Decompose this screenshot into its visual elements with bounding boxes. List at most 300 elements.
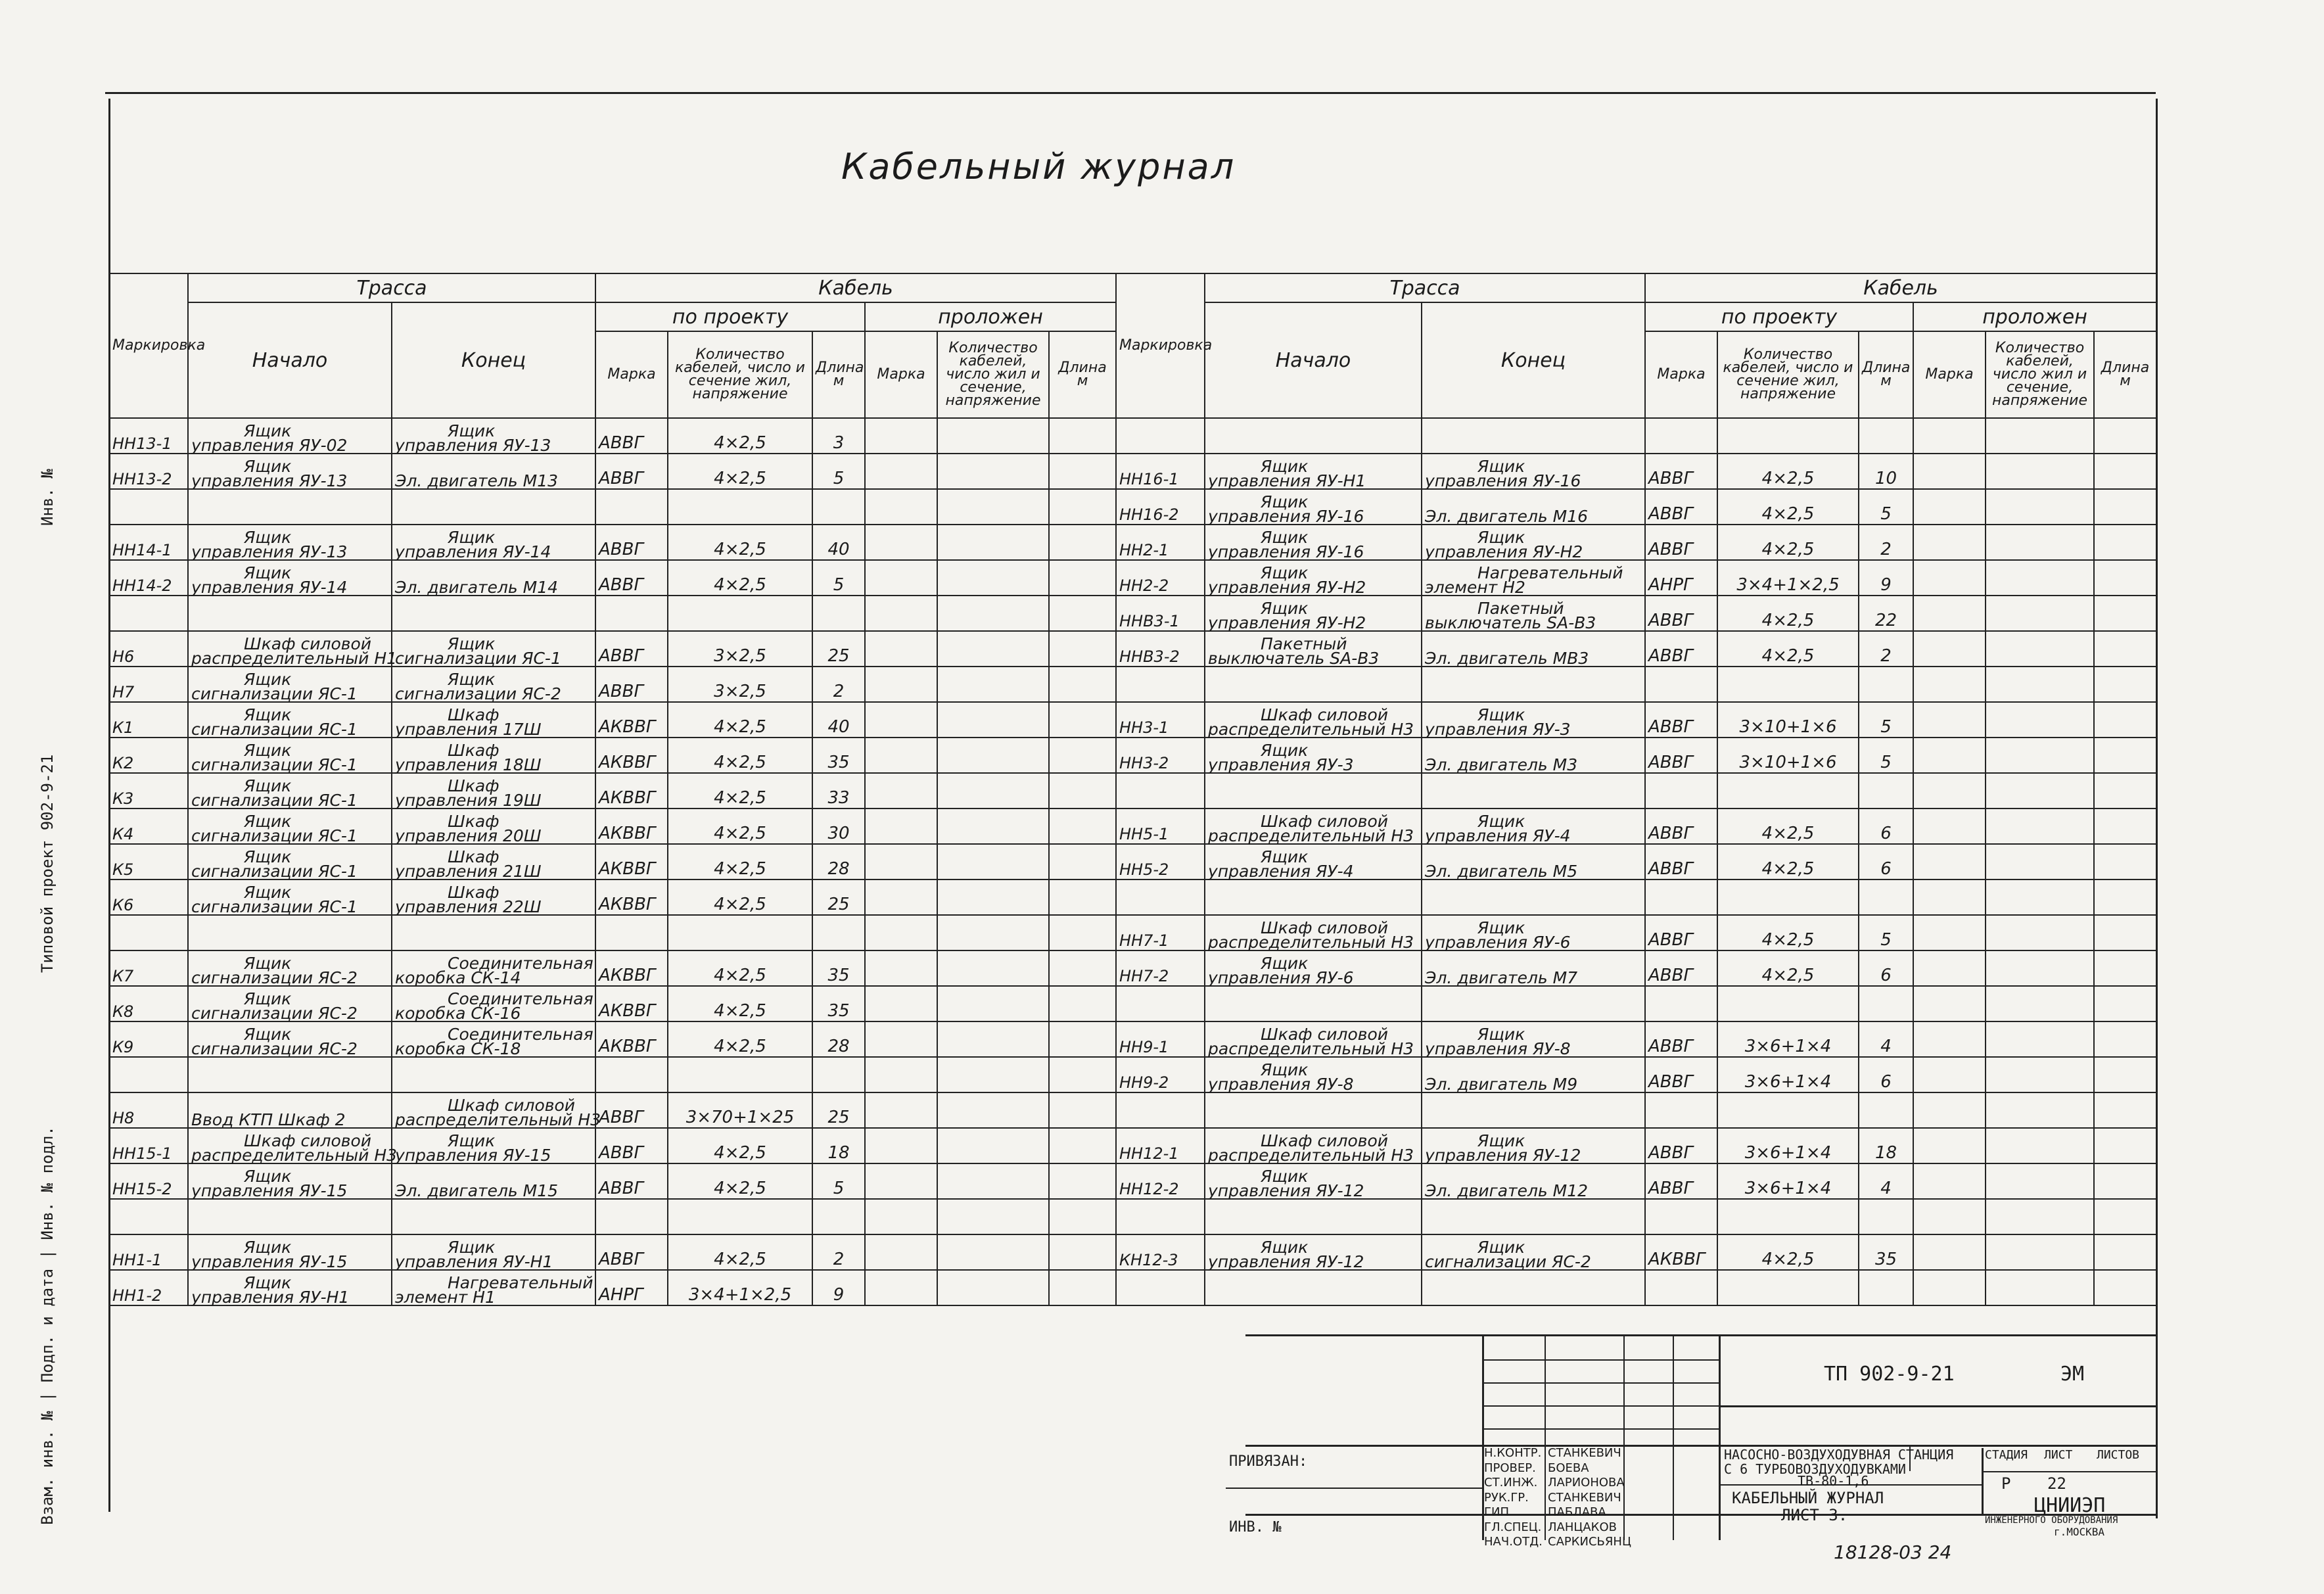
cell-markirovka: К5 [109, 844, 188, 879]
cell-markirovka: НН12-2 [1116, 1163, 1205, 1199]
cell-marka-prol [1913, 1128, 1986, 1163]
cell-konec [1422, 738, 1645, 773]
cell-markirovka: НН14-1 [109, 525, 188, 560]
col-marka-prol: Марка [1913, 331, 1986, 418]
cell-nachalo [1205, 1270, 1422, 1305]
cell-konec-top: Шкаф [448, 705, 500, 724]
stamp-title-line3: ТВ-80-1,6 [1798, 1473, 1869, 1489]
cell-dlina-prol [1049, 631, 1116, 667]
cell-konec-bot: управления ЯУ-Н2 [1425, 542, 1583, 561]
cell-markirovka: НН9-1 [1116, 1021, 1205, 1057]
cell-konec [392, 1270, 595, 1305]
cell-marka-prol [1913, 844, 1986, 879]
cell-kol-sech-prol [1986, 915, 2094, 950]
cell-marka: АВВГ [1645, 702, 1717, 738]
cell-konec-top: Соединительная [448, 1025, 593, 1044]
cell-nachalo-bot: управления ЯУ-15 [191, 1252, 348, 1271]
cell-marka [595, 915, 668, 950]
cell-dlina-prol [1049, 525, 1116, 560]
cell-marka [595, 596, 668, 631]
cell-dlina: 30 [812, 809, 865, 844]
cell-konec-top: Соединительная [448, 989, 593, 1008]
cell-kol-sech-prol [1986, 596, 2094, 631]
cell-konec-top: Ящик [448, 1238, 496, 1257]
cell-marka-prol [865, 667, 937, 702]
table-row [109, 809, 1116, 844]
cell-nachalo-bot: управления ЯУ-8 [1208, 1075, 1354, 1094]
table-row [109, 773, 1116, 809]
cell-nachalo-bot: сигнализации ЯС-1 [191, 826, 358, 845]
cell-kol-sech [1717, 986, 1859, 1021]
table-row [109, 879, 1116, 915]
cell-nachalo [1205, 1092, 1422, 1128]
cell-markirovka: НН2-2 [1116, 560, 1205, 596]
cell-konec [392, 525, 595, 560]
cell-marka: АКВВГ [595, 986, 668, 1021]
cell-marka-prol [1913, 1234, 1986, 1270]
cell-konec-bot: управления 22Ш [395, 897, 542, 916]
cell-marka-prol [865, 702, 937, 738]
cell-dlina: 2 [1859, 631, 1913, 667]
cell-nachalo [188, 986, 392, 1021]
cell-kol-sech-prol [937, 525, 1049, 560]
cell-marka-prol [1913, 950, 1986, 986]
col-kol-sech-prol: Количество кабелей, число жил и сечение, напряжение [1986, 331, 2094, 418]
cell-dlina-prol [1049, 1092, 1116, 1128]
cell-konec-bot: выключатель SA-В3 [1425, 613, 1596, 632]
cell-nachalo [188, 1270, 392, 1305]
cell-dlina: 5 [812, 454, 865, 489]
cell-konec-top: Пакетный [1477, 599, 1564, 618]
cell-nachalo [1205, 1021, 1422, 1057]
cell-marka [1645, 418, 1717, 454]
cell-kol-sech: 4×2,5 [1717, 596, 1859, 631]
cell-nachalo [188, 418, 392, 454]
cell-kol-sech-prol [937, 950, 1049, 986]
cell-markirovka [1116, 1270, 1205, 1305]
cell-kol-sech: 4×2,5 [1717, 809, 1859, 844]
cell-marka-prol [1913, 702, 1986, 738]
cell-markirovka: НН2-1 [1116, 525, 1205, 560]
cell-konec-bot: сигнализации ЯС-2 [1425, 1252, 1591, 1271]
cell-marka-prol [1913, 1057, 1986, 1092]
cell-marka-prol [1913, 1092, 1986, 1128]
cell-konec-bot: управления 20Ш [395, 826, 542, 845]
stamp-org-line2: ИНЖЕНЕРНОГО ОБОРУДОВАНИЯ [1985, 1515, 2118, 1526]
header-prolozhen: проложен [1913, 302, 2156, 331]
cell-dlina: 25 [812, 631, 865, 667]
cell-nachalo-bot: управления ЯУ-12 [1208, 1181, 1364, 1200]
cell-kol-sech-prol [1986, 1270, 2094, 1305]
cell-marka-prol [1913, 1021, 1986, 1057]
cell-markirovka: НН3-1 [1116, 702, 1205, 738]
cell-kol-sech-prol [937, 844, 1049, 879]
cell-nachalo-top: Шкаф силовой [1261, 918, 1389, 937]
cell-nachalo-top: Шкаф силовой [1261, 705, 1389, 724]
cell-konec [1422, 1234, 1645, 1270]
cell-dlina-prol [2094, 844, 2156, 879]
cell-markirovka: К8 [109, 986, 188, 1021]
cell-dlina-prol [1049, 667, 1116, 702]
cell-markirovka: НН5-2 [1116, 844, 1205, 879]
cell-dlina: 5 [812, 1163, 865, 1199]
cell-nachalo [1205, 773, 1422, 809]
cell-marka: АНРГ [1645, 560, 1717, 596]
table-row [109, 702, 1116, 738]
cell-marka: АКВВГ [595, 950, 668, 986]
cell-konec [1422, 1270, 1645, 1305]
cell-dlina: 28 [812, 1021, 865, 1057]
cell-nachalo [1205, 986, 1422, 1021]
cell-konec-bot: элемент Н2 [1425, 578, 1525, 597]
cell-konec-bot: Эл. двигатель М3 [1425, 755, 1578, 774]
table-row [1116, 738, 2156, 773]
cell-kol-sech-prol [1986, 489, 2094, 525]
cell-nachalo [188, 1199, 392, 1234]
cell-kol-sech: 4×2,5 [668, 560, 812, 596]
cell-konec-top: Нагревательный [1477, 563, 1623, 582]
cell-marka: АВВГ [595, 631, 668, 667]
cell-nachalo [1205, 560, 1422, 596]
cell-marka [1645, 1270, 1717, 1305]
cell-konec [392, 809, 595, 844]
cell-nachalo-bot: управления ЯУ-13 [191, 471, 348, 490]
cell-kol-sech: 3×2,5 [668, 667, 812, 702]
cell-marka: АКВВГ [595, 738, 668, 773]
cell-nachalo-top: Пакетный [1261, 634, 1347, 653]
cable-journal-table-left [108, 273, 1117, 1306]
cell-markirovka [109, 1199, 188, 1234]
cell-dlina: 2 [1859, 525, 1913, 560]
cell-konec-bot: коробка СК-18 [395, 1039, 521, 1058]
cell-dlina-prol [2094, 809, 2156, 844]
cell-marka [595, 1199, 668, 1234]
cell-dlina-prol [2094, 454, 2156, 489]
cell-dlina [1859, 1092, 1913, 1128]
stamp-title-line2: С 6 ТУРБОВОЗДУХОДУВКАМИ [1724, 1461, 1906, 1477]
cell-kol-sech: 4×2,5 [668, 1163, 812, 1199]
cell-dlina-prol [2094, 702, 2156, 738]
table-row [109, 1270, 1116, 1305]
cell-dlina-prol [1049, 596, 1116, 631]
cell-konec [1422, 454, 1645, 489]
cell-nachalo-top: Шкаф силовой [1261, 1131, 1389, 1150]
cell-nachalo-top: Ящик [1261, 1238, 1309, 1257]
cell-dlina [1859, 879, 1913, 915]
cell-kol-sech: 4×2,5 [1717, 631, 1859, 667]
cell-marka-prol [865, 950, 937, 986]
side-mark-project: Типовой проект 902-9-21 [38, 754, 57, 973]
cell-konec-bot: управления ЯУ-15 [395, 1146, 551, 1165]
cell-dlina-prol [1049, 1057, 1116, 1092]
cell-konec [392, 631, 595, 667]
cell-konec [1422, 525, 1645, 560]
cell-kol-sech-prol [937, 667, 1049, 702]
cell-marka-prol [865, 596, 937, 631]
cell-nachalo-bot: управления ЯУ-Н1 [191, 1288, 350, 1307]
cell-marka-prol [1913, 738, 1986, 773]
cell-nachalo [1205, 1057, 1422, 1092]
table-row [1116, 879, 2156, 915]
cell-markirovka: НН13-2 [109, 454, 188, 489]
cell-kol-sech [1717, 418, 1859, 454]
cell-kol-sech: 3×10+1×6 [1717, 702, 1859, 738]
cell-nachalo-bot: Ввод КТП Шкаф 2 [191, 1110, 346, 1129]
cell-konec [1422, 950, 1645, 986]
table-row [1116, 1270, 2156, 1305]
table-row [109, 986, 1116, 1021]
cell-konec-top: Ящик [1477, 457, 1525, 476]
cell-konec-bot: сигнализации ЯС-1 [395, 649, 561, 668]
cell-nachalo-top: Ящик [1261, 741, 1309, 760]
stamp-role: СТ.ИНЖ. [1484, 1476, 1538, 1489]
cell-nachalo-bot: сигнализации ЯС-1 [191, 684, 358, 703]
cell-nachalo [1205, 915, 1422, 950]
cell-nachalo-bot: сигнализации ЯС-2 [191, 968, 358, 987]
cell-markirovka [1116, 773, 1205, 809]
cell-nachalo [1205, 738, 1422, 773]
cell-dlina: 2 [812, 667, 865, 702]
table-row [109, 596, 1116, 631]
cell-nachalo [188, 525, 392, 560]
cell-kol-sech: 4×2,5 [668, 950, 812, 986]
cell-nachalo [1205, 596, 1422, 631]
cell-konec-top: Нагревательный [448, 1273, 593, 1292]
cell-dlina-prol [1049, 1234, 1116, 1270]
cell-kol-sech [668, 1199, 812, 1234]
stamp-org-line3: г.МОСКВА [2054, 1526, 2105, 1538]
table-row [1116, 915, 2156, 950]
cell-marka-prol [1913, 1270, 1986, 1305]
cell-marka-prol [865, 1128, 937, 1163]
table-row [109, 915, 1116, 950]
table-row [1116, 560, 2156, 596]
cell-kol-sech: 4×2,5 [1717, 844, 1859, 879]
header-po-proektu: по проекту [1645, 302, 1913, 331]
cell-dlina-prol [1049, 454, 1116, 489]
cell-markirovka: НН1-2 [109, 1270, 188, 1305]
cell-marka-prol [1913, 454, 1986, 489]
cell-konec [392, 596, 595, 631]
cell-markirovka [109, 915, 188, 950]
cell-dlina: 25 [812, 1092, 865, 1128]
cell-nachalo-top: Ящик [244, 741, 292, 760]
table-row [109, 1234, 1116, 1270]
cell-marka [1645, 879, 1717, 915]
cell-dlina: 6 [1859, 844, 1913, 879]
cell-kol-sech: 4×2,5 [1717, 454, 1859, 489]
cell-kol-sech [668, 489, 812, 525]
cell-konec [1422, 986, 1645, 1021]
cell-nachalo-top: Ящик [1261, 492, 1309, 511]
cell-nachalo-top: Ящик [244, 1273, 292, 1292]
cell-markirovka: КН12-3 [1116, 1234, 1205, 1270]
cell-konec-top: Ящик [1477, 1131, 1525, 1150]
table-row [109, 1092, 1116, 1128]
cell-markirovka: НН13-1 [109, 418, 188, 454]
cell-marka-prol [1913, 489, 1986, 525]
cell-dlina [812, 1057, 865, 1092]
cell-nachalo-top: Шкаф силовой [1261, 812, 1389, 831]
cell-marka-prol [865, 525, 937, 560]
table-row [1116, 667, 2156, 702]
cell-nachalo-bot: управления ЯУ-02 [191, 436, 348, 455]
stamp-name: БОЕВА [1548, 1461, 1589, 1475]
cell-kol-sech-prol [937, 1270, 1049, 1305]
table-row [109, 738, 1116, 773]
cell-markirovka: НН16-1 [1116, 454, 1205, 489]
cell-marka-prol [1913, 1199, 1986, 1234]
cell-dlina: 5 [1859, 702, 1913, 738]
cell-kol-sech-prol [937, 879, 1049, 915]
cell-dlina-prol [1049, 1021, 1116, 1057]
col-dlina-prol: Длина м [2094, 331, 2156, 418]
cell-konec-top: Шкаф [448, 812, 500, 831]
cell-dlina: 10 [1859, 454, 1913, 489]
cell-konec [392, 702, 595, 738]
cell-dlina-prol [1049, 879, 1116, 915]
cell-nachalo [1205, 844, 1422, 879]
cell-markirovka [1116, 879, 1205, 915]
cell-markirovka [1116, 986, 1205, 1021]
cell-kol-sech-prol [937, 489, 1049, 525]
cell-konec [392, 1092, 601, 1129]
cell-markirovka: К7 [109, 950, 188, 986]
cell-nachalo [1205, 950, 1422, 986]
cell-konec-bot: Эл. двигатель М12 [1425, 1181, 1589, 1200]
cell-marka-prol [1913, 667, 1986, 702]
cell-kol-sech [1717, 1199, 1859, 1234]
cell-kol-sech: 4×2,5 [668, 879, 812, 915]
cell-kol-sech [1717, 1270, 1859, 1305]
cell-marka-prol [865, 418, 937, 454]
cell-marka-prol [865, 1199, 937, 1234]
cell-nachalo [1205, 631, 1422, 667]
cell-konec [392, 1128, 595, 1163]
cell-konec [1422, 560, 1645, 596]
cell-konec-bot: Эл. двигатель М7 [1425, 968, 1578, 987]
cell-marka-prol [865, 1057, 937, 1092]
cell-dlina: 35 [812, 738, 865, 773]
cell-nachalo-top: Ящик [1261, 1060, 1309, 1079]
cell-konec [1422, 1057, 1645, 1092]
cell-nachalo-bot: выключатель SA-В3 [1208, 649, 1380, 668]
cell-markirovka: НН7-2 [1116, 950, 1205, 986]
cell-konec-top: Ящик [1477, 1238, 1525, 1257]
cell-dlina-prol [2094, 1128, 2156, 1163]
cell-nachalo-bot: распределительный Н3 [1208, 720, 1414, 739]
cell-nachalo-bot: распределительный Н3 [1208, 1039, 1414, 1058]
cell-nachalo-bot: управления ЯУ-Н1 [1208, 471, 1366, 490]
col-nachalo: Начало [1205, 302, 1422, 418]
cell-kol-sech: 4×2,5 [668, 1234, 812, 1270]
cell-marka-prol [1913, 1163, 1986, 1199]
cell-dlina-prol [2094, 915, 2156, 950]
table-row [1116, 489, 2156, 525]
cell-nachalo-top: Ящик [1261, 847, 1309, 866]
cable-journal-table-right [1115, 273, 2157, 1306]
col-markirovka: Маркировка [109, 273, 188, 418]
cell-kol-sech: 4×2,5 [1717, 489, 1859, 525]
cell-konec [1422, 1021, 1645, 1057]
stamp-name: ЛАРИОНОВА [1548, 1476, 1625, 1489]
cell-kol-sech-prol [937, 915, 1049, 950]
cell-konec-bot: распределительный Н3 [395, 1110, 601, 1129]
col-dlina: Длина м [1859, 331, 1913, 418]
cell-markirovka: Н7 [109, 667, 188, 702]
cell-marka: АВВГ [1645, 489, 1717, 525]
header-trassa: Трасса [188, 273, 595, 302]
cell-konec-bot: управления 18Ш [395, 755, 542, 774]
col-kol-sech: Количество кабелей, число и сечение жил, напряжение [1717, 331, 1859, 418]
cell-markirovka [109, 489, 188, 525]
cell-dlina-prol [1049, 1270, 1116, 1305]
cell-marka-prol [865, 809, 937, 844]
stamp-role: РУК.ГР. [1484, 1490, 1529, 1505]
cell-konec [1422, 1128, 1645, 1163]
cell-konec-top: Соединительная [448, 954, 593, 973]
cell-konec-bot: Эл. двигатель М9 [1425, 1075, 1578, 1094]
header-kabel: Кабель [1645, 273, 2156, 302]
table-row [109, 525, 1116, 560]
cell-kol-sech-prol [937, 454, 1049, 489]
cell-kol-sech-prol [937, 560, 1049, 596]
cell-konec [1422, 489, 1645, 525]
table-row [1116, 1128, 2156, 1163]
cell-konec [1422, 596, 1645, 631]
cell-marka: АВВГ [1645, 1163, 1717, 1199]
cell-konec [392, 1163, 595, 1199]
cell-markirovka [1116, 418, 1205, 454]
cell-marka: АВВГ [595, 1234, 668, 1270]
cell-nachalo [188, 1234, 392, 1270]
cell-dlina: 6 [1859, 1057, 1913, 1092]
cell-marka [595, 489, 668, 525]
cell-dlina-prol [2094, 418, 2156, 454]
cell-marka: АВВГ [1645, 844, 1717, 879]
cell-kol-sech: 4×2,5 [1717, 915, 1859, 950]
cell-konec [392, 560, 595, 596]
cell-marka: АВВГ [1645, 915, 1717, 950]
cell-nachalo [188, 738, 392, 773]
cell-marka-prol [865, 1092, 937, 1128]
cell-kol-sech-prol [937, 418, 1049, 454]
cell-konec-top: Шкаф [448, 776, 500, 795]
cell-marka-prol [865, 454, 937, 489]
cell-marka: АКВВГ [595, 809, 668, 844]
cell-dlina-prol [2094, 950, 2156, 986]
cell-konec [1422, 879, 1645, 915]
cell-markirovka: К1 [109, 702, 188, 738]
cell-markirovka: НН5-1 [1116, 809, 1205, 844]
cell-dlina-prol [2094, 596, 2156, 631]
cell-konec [392, 454, 595, 489]
cell-konec [392, 489, 595, 525]
cell-nachalo-bot: сигнализации ЯС-1 [191, 755, 358, 774]
cell-marka-prol [1913, 631, 1986, 667]
cell-dlina-prol [1049, 773, 1116, 809]
cell-konec [1422, 1163, 1645, 1199]
cell-konec-bot: Эл. двигатель М15 [395, 1181, 559, 1200]
table-row [109, 667, 1116, 702]
cell-nachalo [1205, 454, 1422, 489]
stamp-role: ГИП [1484, 1505, 1509, 1519]
cell-dlina-prol [2094, 1234, 2156, 1270]
cell-kol-sech: 3×10+1×6 [1717, 738, 1859, 773]
cell-markirovka [109, 1057, 188, 1092]
cell-konec [392, 950, 595, 986]
cell-konec-bot: сигнализации ЯС-2 [395, 684, 561, 703]
